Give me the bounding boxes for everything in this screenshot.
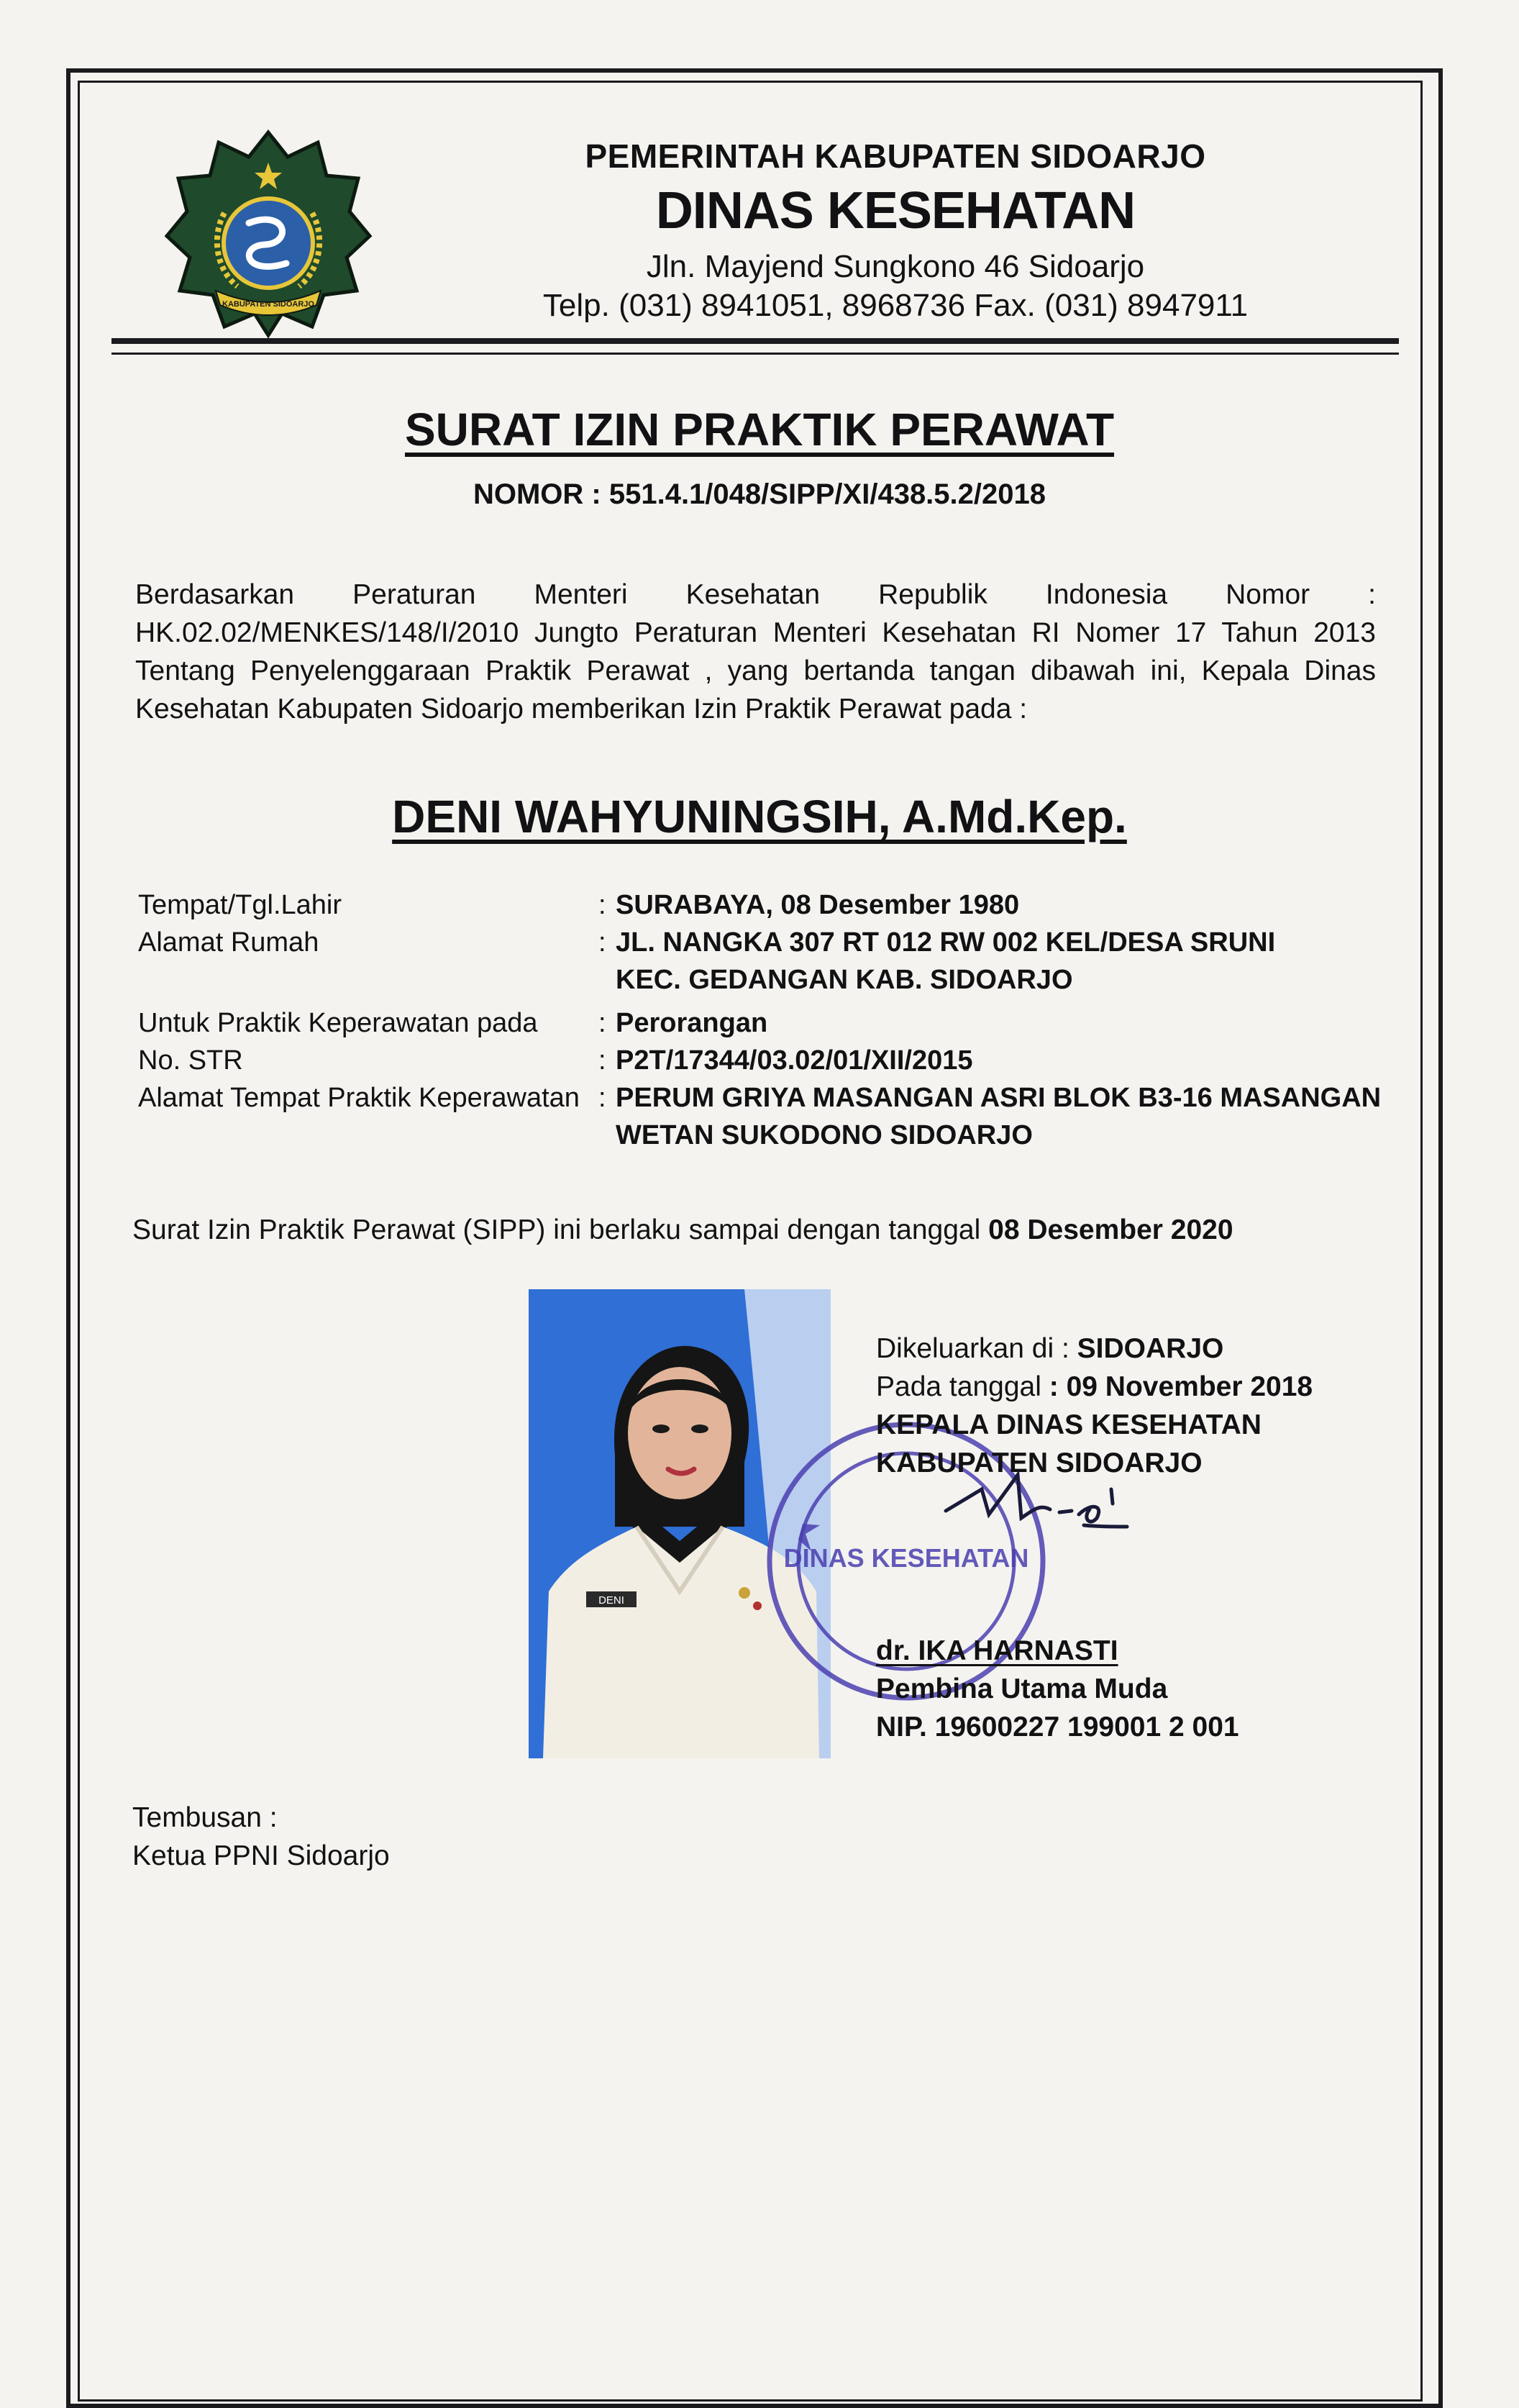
detail-row-birth xyxy=(138,886,1404,924)
validity-text: Surat Izin Praktik Perawat (SIPP) ini berlaku sampai dengan tanggal xyxy=(132,1214,981,1245)
document-title: SURAT IZIN PRAKTIK PERAWAT xyxy=(404,404,1115,455)
detail-row-home-address xyxy=(138,924,1404,999)
detail-label: No. STR xyxy=(138,1045,243,1076)
detail-separator: : xyxy=(598,927,606,958)
detail-value-line1: JL. NANGKA 307 RT 012 RW 002 KEL/DESA SRUNI xyxy=(616,927,1276,958)
copy-block xyxy=(132,1799,390,1875)
sidoarjo-coat-of-arms-icon xyxy=(164,128,373,338)
detail-row-practice-type xyxy=(138,1004,1404,1042)
letterhead-phone: Telp. (031) 8941051, 8968736 Fax. (031) 8947911 xyxy=(542,288,1249,323)
letterhead xyxy=(403,137,1388,324)
signatory-block xyxy=(876,1632,1239,1746)
detail-separator: : xyxy=(598,890,606,920)
issued-date-label: Pada tanggal xyxy=(876,1371,1041,1402)
issued-date: 09 November 2018 xyxy=(1066,1371,1313,1402)
detail-value-line1: PERUM GRIYA MASANGAN ASRI BLOK B3-16 MASANGAN xyxy=(616,1083,1382,1113)
detail-label: Untuk Praktik Keperawatan pada xyxy=(138,1008,538,1038)
preamble-paragraph: Berdasarkan Peraturan Menteri Kesehatan Republik Indonesia Nomor : HK.02.02/MENKES/148/I/2010 Jungto Peraturan Menteri Kesehatan RI Nomer 17 Tahun 2013 Tentang Penyelenggaraan Praktik Perawat , yang bertanda tangan dibawah ini, Kepala Dinas Kesehatan Kabupaten Sidoarjo memberikan Izin Praktik Perawat pada : xyxy=(135,579,1376,724)
detail-label: Alamat Tempat Praktik Keperawatan xyxy=(138,1083,580,1113)
logo-banner-text: KABUPATEN SIDOARJO xyxy=(222,300,314,309)
copy-recipient: Ketua PPNI Sidoarjo xyxy=(132,1840,390,1871)
signatory-nip: NIP. 19600227 199001 2 001 xyxy=(876,1712,1239,1743)
document-number: NOMOR : 551.4.1/048/SIPP/XI/438.5.2/2018 xyxy=(473,478,1046,510)
letterhead-rule-thick xyxy=(111,338,1399,344)
letterhead-department: DINAS KESEHATAN xyxy=(655,182,1136,240)
detail-row-str-number xyxy=(138,1042,1404,1079)
detail-value: SURABAYA, 08 Desember 1980 xyxy=(616,890,1020,920)
detail-value xyxy=(616,1079,1404,1154)
detail-label: Alamat Rumah xyxy=(138,927,319,958)
detail-separator: : xyxy=(598,1045,606,1076)
detail-value-line2: KEC. GEDANGAN KAB. SIDOARJO xyxy=(616,965,1073,995)
validity-date: 08 Desember 2020 xyxy=(988,1214,1233,1245)
letterhead-rule-thin xyxy=(111,353,1399,355)
copy-label: Tembusan : xyxy=(132,1802,278,1833)
holder-details xyxy=(138,886,1404,1154)
detail-value: Perorangan xyxy=(616,1008,768,1038)
signatory-name: dr. IKA HARNASTI xyxy=(876,1635,1118,1666)
detail-value-line2: WETAN SUKODONO SIDOARJO xyxy=(616,1120,1033,1150)
issued-place-label: Dikeluarkan di : xyxy=(876,1333,1069,1364)
detail-row-practice-address xyxy=(138,1079,1404,1154)
letterhead-government: PEMERINTAH KABUPATEN SIDOARJO xyxy=(585,137,1206,175)
issued-place: SIDOARJO xyxy=(1077,1333,1224,1364)
detail-separator: : xyxy=(598,1083,606,1113)
stamp-text: DINAS KESEHATAN xyxy=(783,1543,1029,1573)
detail-value: P2T/17344/03.02/01/XII/2015 xyxy=(616,1045,973,1076)
issued-place-line xyxy=(876,1330,1313,1368)
detail-value xyxy=(616,924,1404,999)
signatory-position-line1: KEPALA DINAS KESEHATAN xyxy=(876,1409,1262,1440)
issued-date-line xyxy=(876,1368,1313,1406)
detail-separator: : xyxy=(598,1008,606,1038)
signatory-rank: Pembina Utama Muda xyxy=(876,1673,1168,1704)
photo-name-badge: DENI xyxy=(598,1594,624,1607)
issued-date-separator: : xyxy=(1049,1371,1059,1402)
signatory-position-line2: KABUPATEN SIDOARJO xyxy=(876,1448,1203,1478)
validity-statement xyxy=(132,1214,1233,1246)
letterhead-address: Jln. Mayjend Sungkono 46 Sidoarjo xyxy=(646,249,1145,284)
holder-name: DENI WAHYUNINGSIH, A.Md.Kep. xyxy=(392,791,1127,842)
issuance-block xyxy=(876,1330,1313,1482)
detail-label: Tempat/Tgl.Lahir xyxy=(138,890,342,920)
